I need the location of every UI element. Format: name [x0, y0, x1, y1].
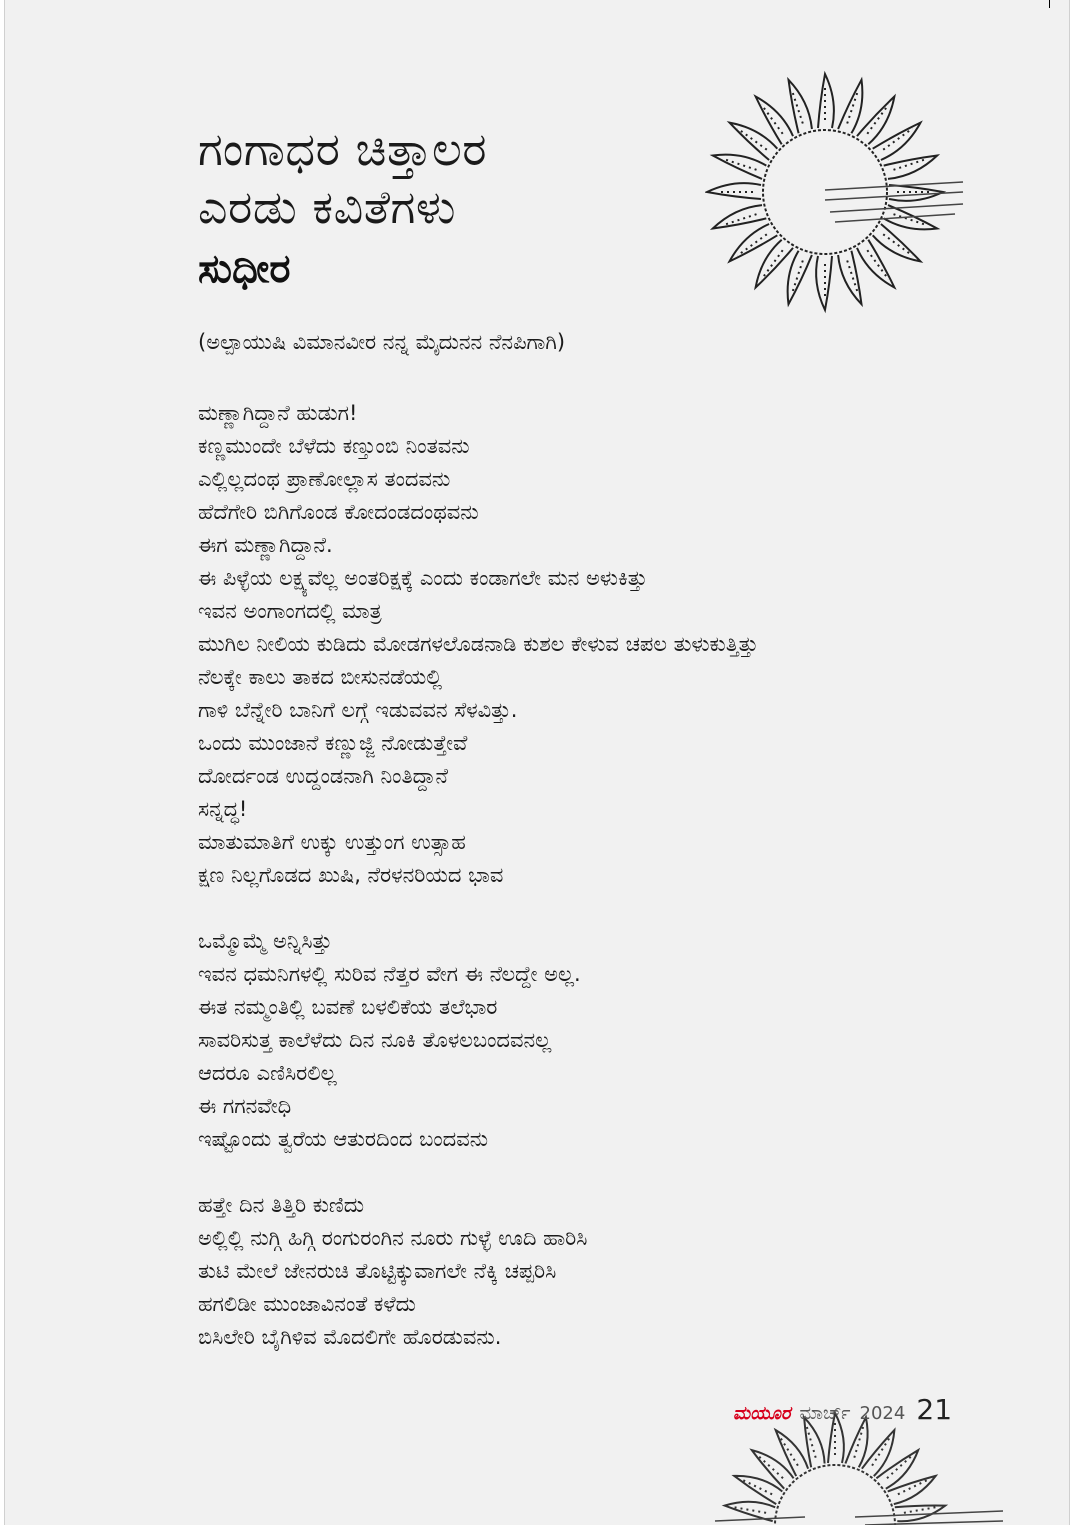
magazine-page — [4, 0, 1070, 1525]
sun-ray — [873, 123, 921, 160]
poem-line: ಕ್ಷಣ ನಿಲ್ಲಗೊಡದ ಖುಷಿ, ನೆರಳನರಿಯದ ಭಾವ — [198, 863, 504, 887]
poem-line: ಸಾವರಿಸುತ್ತ ಕಾಲೆಳೆದು ದಿನ ನೂಕಿ ತೊಳಲಬಂದವನಲ್ಲ — [198, 1028, 552, 1052]
sun-ray — [713, 155, 767, 179]
sun-ray — [788, 251, 812, 305]
stanza-1 — [198, 397, 758, 892]
sun-disc — [763, 130, 887, 254]
poem-line: ಇವನ ಧಮನಿಗಳಲ್ಲಿ ಸುರಿವ ನೆತ್ತರ ವೇಗ ಈ ನೆಲದ್ದೇ ಅಲ್ಲ. — [198, 962, 581, 986]
sun-ray — [776, 1430, 809, 1476]
sun-ray — [789, 80, 812, 134]
sun-ray — [857, 240, 894, 288]
sun-ray — [888, 1476, 936, 1504]
poem — [198, 397, 758, 1387]
stanza-3 — [198, 1189, 758, 1354]
poem-line: ಹಗಲಿಡೀ ಮುಂಜಾವಿನಂತೆ ಕಳೆದು — [198, 1292, 416, 1316]
poem-line: ಹತ್ತೇ ದಿನ ತಿತ್ತಿರಿ ಕುಣಿದು — [198, 1193, 364, 1217]
poem-line: ಕಣ್ಣಮುಂದೇ ಬೆಳೆದು ಕಣ್ತುಂಬಿ ನಿಂತವನು — [198, 434, 470, 458]
poem-line: ಈಗ ಮಣ್ಣಾಗಿದ್ದಾನೆ. — [198, 533, 333, 557]
poem-line: ಮುಗಿಲ ನೀಲಿಯ ಕುಡಿದು ಮೋಡಗಳಲೊಡನಾಡಿ ಕುಶಲ ಕೇಳುವ ಚಪಲ ತುಳುಕುತ್ತಿತ್ತು — [198, 632, 759, 656]
poem-line: ಇಷ್ಟೊಂದು ತ್ವರೆಯ ಆತುರದಿಂದ ಬಂದವನು — [198, 1127, 489, 1151]
poem-line: ಈ ಗಗನವೇಧಿ — [198, 1094, 292, 1118]
poem-line: ಬಿಸಿಲೇರಿ ಬೈಗಿಳಿವ ಮೊದಲಿಗೇ ಹೊರಡುವನು. — [198, 1325, 502, 1349]
sun-ray — [756, 97, 793, 145]
poem-line: ತುಟಿ ಮೇಲೆ ಜೇನರುಚಿ ತೊಟ್ಟಿಕ್ಕುವಾಗಲೇ ನೆಕ್ಕಿ ಚಪ್ಪರಿಸಿ — [198, 1259, 557, 1283]
author-name: ಸುಧೀರ — [198, 246, 291, 292]
sun-ray — [884, 156, 938, 179]
issue-year: 2024 — [859, 1403, 906, 1424]
page-number: 21 — [916, 1393, 953, 1426]
article-title — [198, 120, 487, 236]
sun-ray-texture — [762, 250, 783, 279]
poem-line: ಅಲ್ಲಿಲ್ಲಿ ನುಗ್ಗಿ ಹಿಗ್ಗಿ ರಂಗುರಂಗಿನ ನೂರು ಗುಳ್ಳೆ ಊದಿ ಹಾರಿಸಿ — [198, 1226, 588, 1250]
title-line-2: ಎರಡು ಕವಿತೆಗಳು — [198, 180, 457, 234]
issue-month: ಮಾರ್ಚ್ — [799, 1403, 851, 1424]
sun-ray-texture — [867, 105, 888, 134]
sun-ray — [713, 205, 767, 228]
sun-ray-texture — [883, 234, 912, 255]
poem-line: ಇವನ ಅಂಗಾಂಗದಲ್ಲಿ ಮಾತ್ರ — [198, 599, 382, 623]
sun-ray-texture — [904, 1507, 936, 1513]
sun-ray — [730, 224, 778, 261]
poem-line: ಮಣ್ಣಾಗಿದ್ದಾನೆ ಹುಡುಗ! — [198, 401, 358, 425]
poem-line: ಸನ್ನದ್ಧ! — [198, 797, 248, 821]
poem-line: ಎಲ್ಲಿಲ್ಲದಂಥ ಪ್ರಾಣೋಲ್ಲಾಸ ತಂದವನು — [198, 467, 451, 491]
dedication: (ಅಲ್ಪಾಯುಷಿ ವಿಮಾನವೀರ ನನ್ನ ಮೈದುನನ ನೆನಪಿಗಾಗಿ) — [198, 330, 566, 354]
poem-line: ಹೆದೆಗೇರಿ ಬಿಗಿಗೊಂಡ ಕೋದಂಡದಂಥವನು — [198, 500, 479, 524]
sun-ray — [838, 80, 862, 134]
poem-line: ಆದರೂ ಎಣಿಸಿರಲಿಲ್ಲ — [198, 1061, 337, 1085]
poem-line: ಗಾಳಿ ಬೆನ್ನೇರಿ ಬಾನಿಗೆ ಲಗ್ಗೆ ಇಡುವವನ ಸೆಳವಿತ್ತು. — [198, 698, 518, 722]
sun-ray-texture — [738, 129, 767, 150]
poem-line: ಒಂದು ಮುಂಜಾನೆ ಕಣ್ಣುಜ್ಜಿ ನೋಡುತ್ತೇವೆ — [198, 731, 468, 755]
poem-line: ಈ ಪಿಳ್ಳೆಯ ಲಕ್ಷ್ಯವೆಲ್ಲ ಅಂತರಿಕ್ಷಕ್ಕೆ ಎಂದು ಕಂಡಾಗಲೇ ಮನ ಅಳುಕಿತ್ತು — [198, 566, 648, 590]
poem-line: ದೋರ್ದಂಡ ಉದ್ದಂಡನಾಗಿ ನಿಂತಿದ್ದಾನೆ — [198, 764, 449, 788]
poem-line: ಮಾತುಮಾತಿಗೆ ಉಕ್ಕು ಉತ್ತುಂಗ ಉತ್ಸಾಹ — [198, 830, 466, 854]
poem-line: ನೆಲಕ್ಕೇ ಕಾಲು ತಾಕದ ಬೀಸುನಡೆಯಲ್ಲಿ — [198, 665, 443, 689]
crop-mark — [1049, 0, 1050, 8]
stanza-2 — [198, 925, 758, 1156]
title-line-1: ಗಂಗಾಧರ ಚಿತ್ತಾಲರ — [198, 122, 488, 176]
sun-ray — [838, 251, 861, 305]
poem-line: ಈತ ನಮ್ಮಂತಿಲ್ಲಿ ಬವಣೆ ಬಳಲಿಕೆಯ ತಲೆಭಾರ — [198, 995, 498, 1019]
sun-icon-top — [705, 62, 965, 322]
poem-line: ಒಮ್ಮೊಮ್ಮೆ ಅನ್ನಿಸಿತ್ತು — [198, 929, 333, 953]
page-footer — [733, 1393, 952, 1426]
magazine-brand: ಮಯೂರ — [733, 1403, 791, 1424]
